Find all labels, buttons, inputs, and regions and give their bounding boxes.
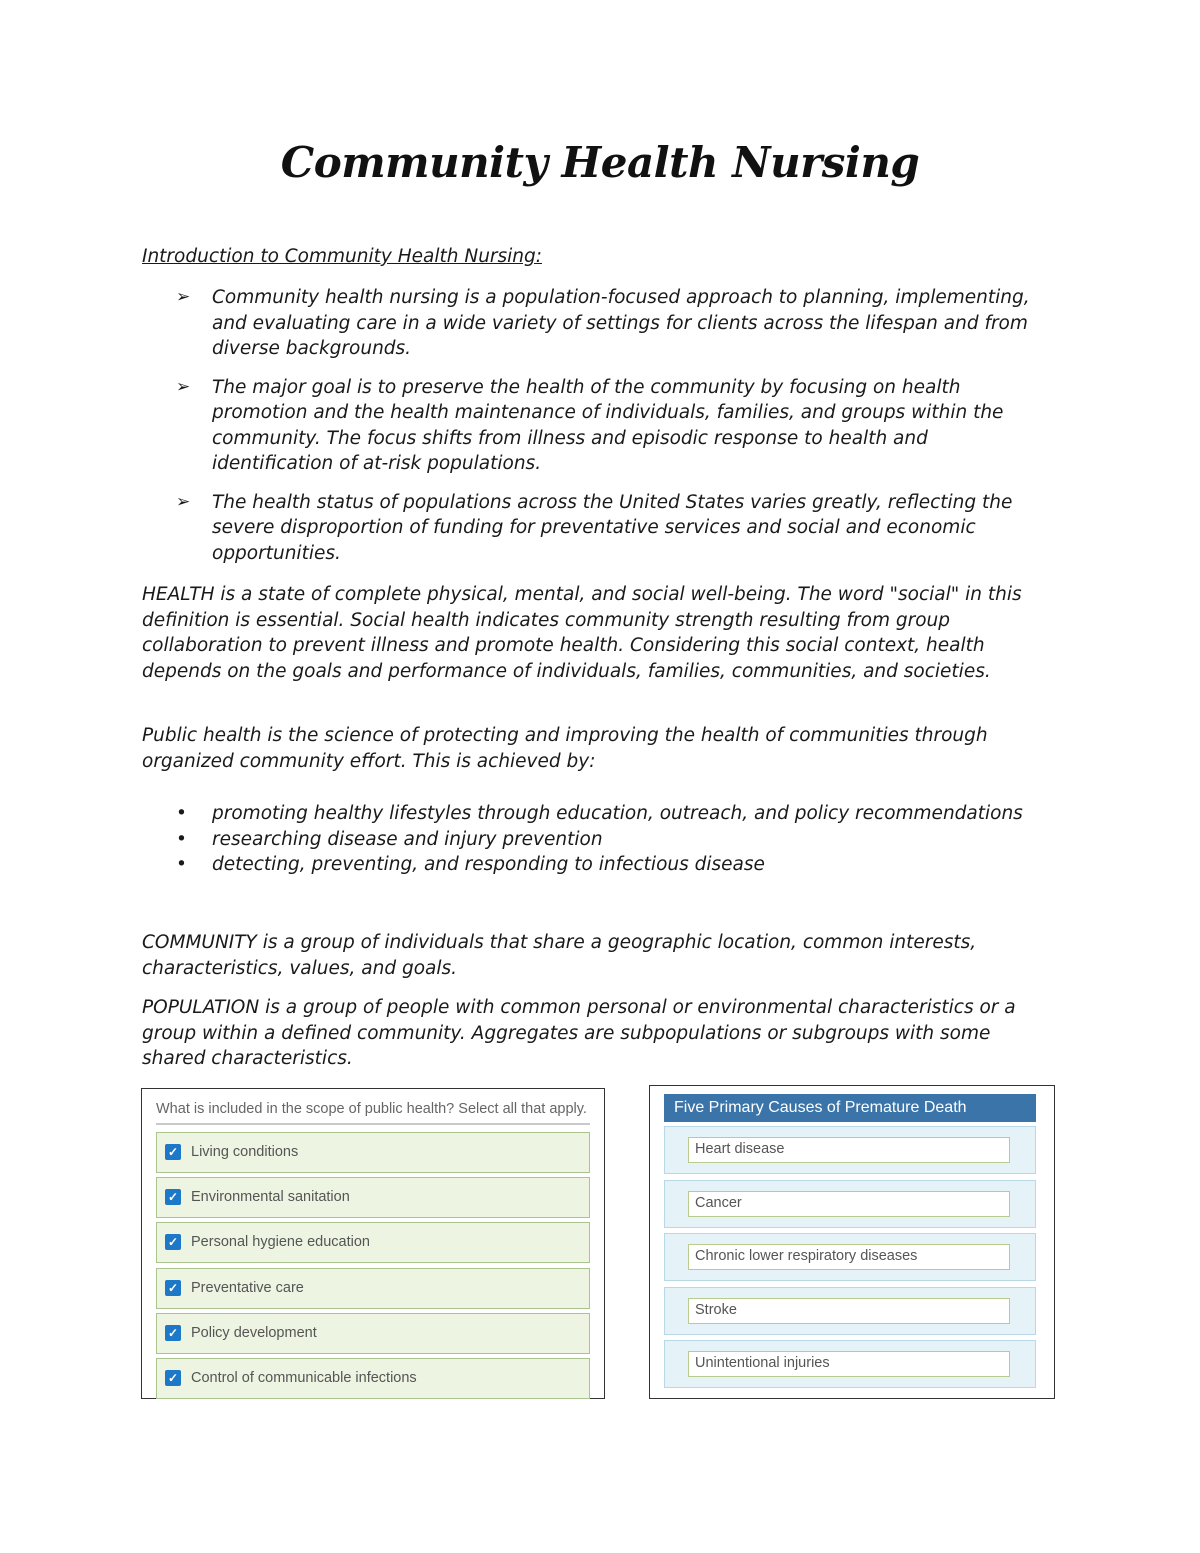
health-definition: HEALTH is a state of complete physical, mental, and social well-being. The word "social" in this definition is essential. Social health indicates community strength resulting from group collaboration to prevent illness and promote health. Considering this social context, health depends on the goals and performance of individuals, families, communities, and societies.: [142, 584, 1022, 682]
quiz-question: What is included in the scope of public health? Select all that apply.: [156, 1101, 587, 1117]
intro-heading: Introduction to Community Health Nursing:: [142, 246, 542, 267]
option-preventative-care[interactable]: ✓ Preventative care: [156, 1268, 590, 1309]
option-environmental-sanitation[interactable]: ✓ Environmental sanitation: [156, 1177, 590, 1218]
list-item: ➢ Community health nursing is a population-focused approach to planning, implementing, and evaluating care in a wide variety of settings for clients across the lifespan and from diverse backgrounds.: [176, 287, 1030, 359]
option-policy-development[interactable]: ✓ Policy development: [156, 1313, 590, 1354]
cause-field[interactable]: Stroke: [688, 1298, 1010, 1324]
public-health-definition: Public health is the science of protecting and improving the health of communities through organized community effort. This is achieved by:: [142, 725, 988, 772]
intro-list: [142, 285, 1052, 579]
premature-death-panel: [649, 1085, 1055, 1399]
list-item: • detecting, preventing, and responding to infectious disease: [142, 852, 1052, 878]
population-definition: POPULATION is a group of people with common personal or environmental characteristics or a group within a defined community. Aggregates are subpopulations or subgroups with some shared characteristics.: [142, 997, 1016, 1069]
list-item: [664, 1287, 1036, 1335]
cause-field[interactable]: Cancer: [688, 1191, 1010, 1217]
option-control-of-communicable-infections[interactable]: ✓ Control of communicable infections: [156, 1358, 590, 1399]
cause-field[interactable]: Heart disease: [688, 1137, 1010, 1163]
checkbox-checked-icon[interactable]: ✓: [165, 1370, 181, 1386]
list-item: ➢ The health status of populations across the United States varies greatly, reflecting the severe disproportion of funding for preventative services and social and economic opportunities.: [176, 491, 1013, 564]
panel-heading: Five Primary Causes of Premature Death: [664, 1094, 1036, 1122]
list-item: [664, 1180, 1036, 1228]
cause-field[interactable]: Chronic lower respiratory diseases: [688, 1244, 1010, 1270]
public-health-list: [142, 801, 1052, 878]
option-personal-hygiene-education[interactable]: ✓ Personal hygiene education: [156, 1222, 590, 1263]
bullet-icon: •: [176, 828, 187, 850]
scope-quiz-panel: [141, 1088, 605, 1399]
community-definition: COMMUNITY is a group of individuals that share a geographic location, common interests, characteristics, values, and goals.: [142, 932, 977, 979]
list-item: [664, 1126, 1036, 1174]
option-living-conditions[interactable]: ✓ Living conditions: [156, 1132, 590, 1173]
arrow-bullet-icon: ➢: [176, 287, 191, 307]
page-title: Community Health Nursing: [280, 138, 920, 187]
list-item: ➢ The major goal is to preserve the health of the community by focusing on health promotion and the health maintenance of individuals, families, and groups within the community. The focus shifts from illness and episodic response to health and identification of at-risk populations.: [176, 376, 1004, 474]
list-item: [664, 1233, 1036, 1281]
checkbox-checked-icon[interactable]: ✓: [165, 1189, 181, 1205]
arrow-bullet-icon: ➢: [176, 491, 191, 512]
checkbox-checked-icon[interactable]: ✓: [165, 1325, 181, 1341]
cause-field[interactable]: Unintentional injuries: [688, 1351, 1010, 1377]
list-item: • promoting healthy lifestyles through education, outreach, and policy recommendations: [142, 801, 1052, 827]
option-list: [156, 1132, 590, 1403]
arrow-bullet-icon: ➢: [176, 376, 191, 397]
checkbox-checked-icon[interactable]: ✓: [165, 1280, 181, 1296]
bullet-icon: •: [176, 854, 187, 875]
checkbox-checked-icon[interactable]: ✓: [165, 1234, 181, 1250]
checkbox-checked-icon[interactable]: ✓: [165, 1144, 181, 1160]
cause-list: [664, 1126, 1036, 1394]
list-item: • researching disease and injury prevention: [142, 827, 1052, 853]
list-item: [664, 1340, 1036, 1388]
bullet-icon: •: [176, 803, 187, 824]
divider: [156, 1123, 590, 1125]
